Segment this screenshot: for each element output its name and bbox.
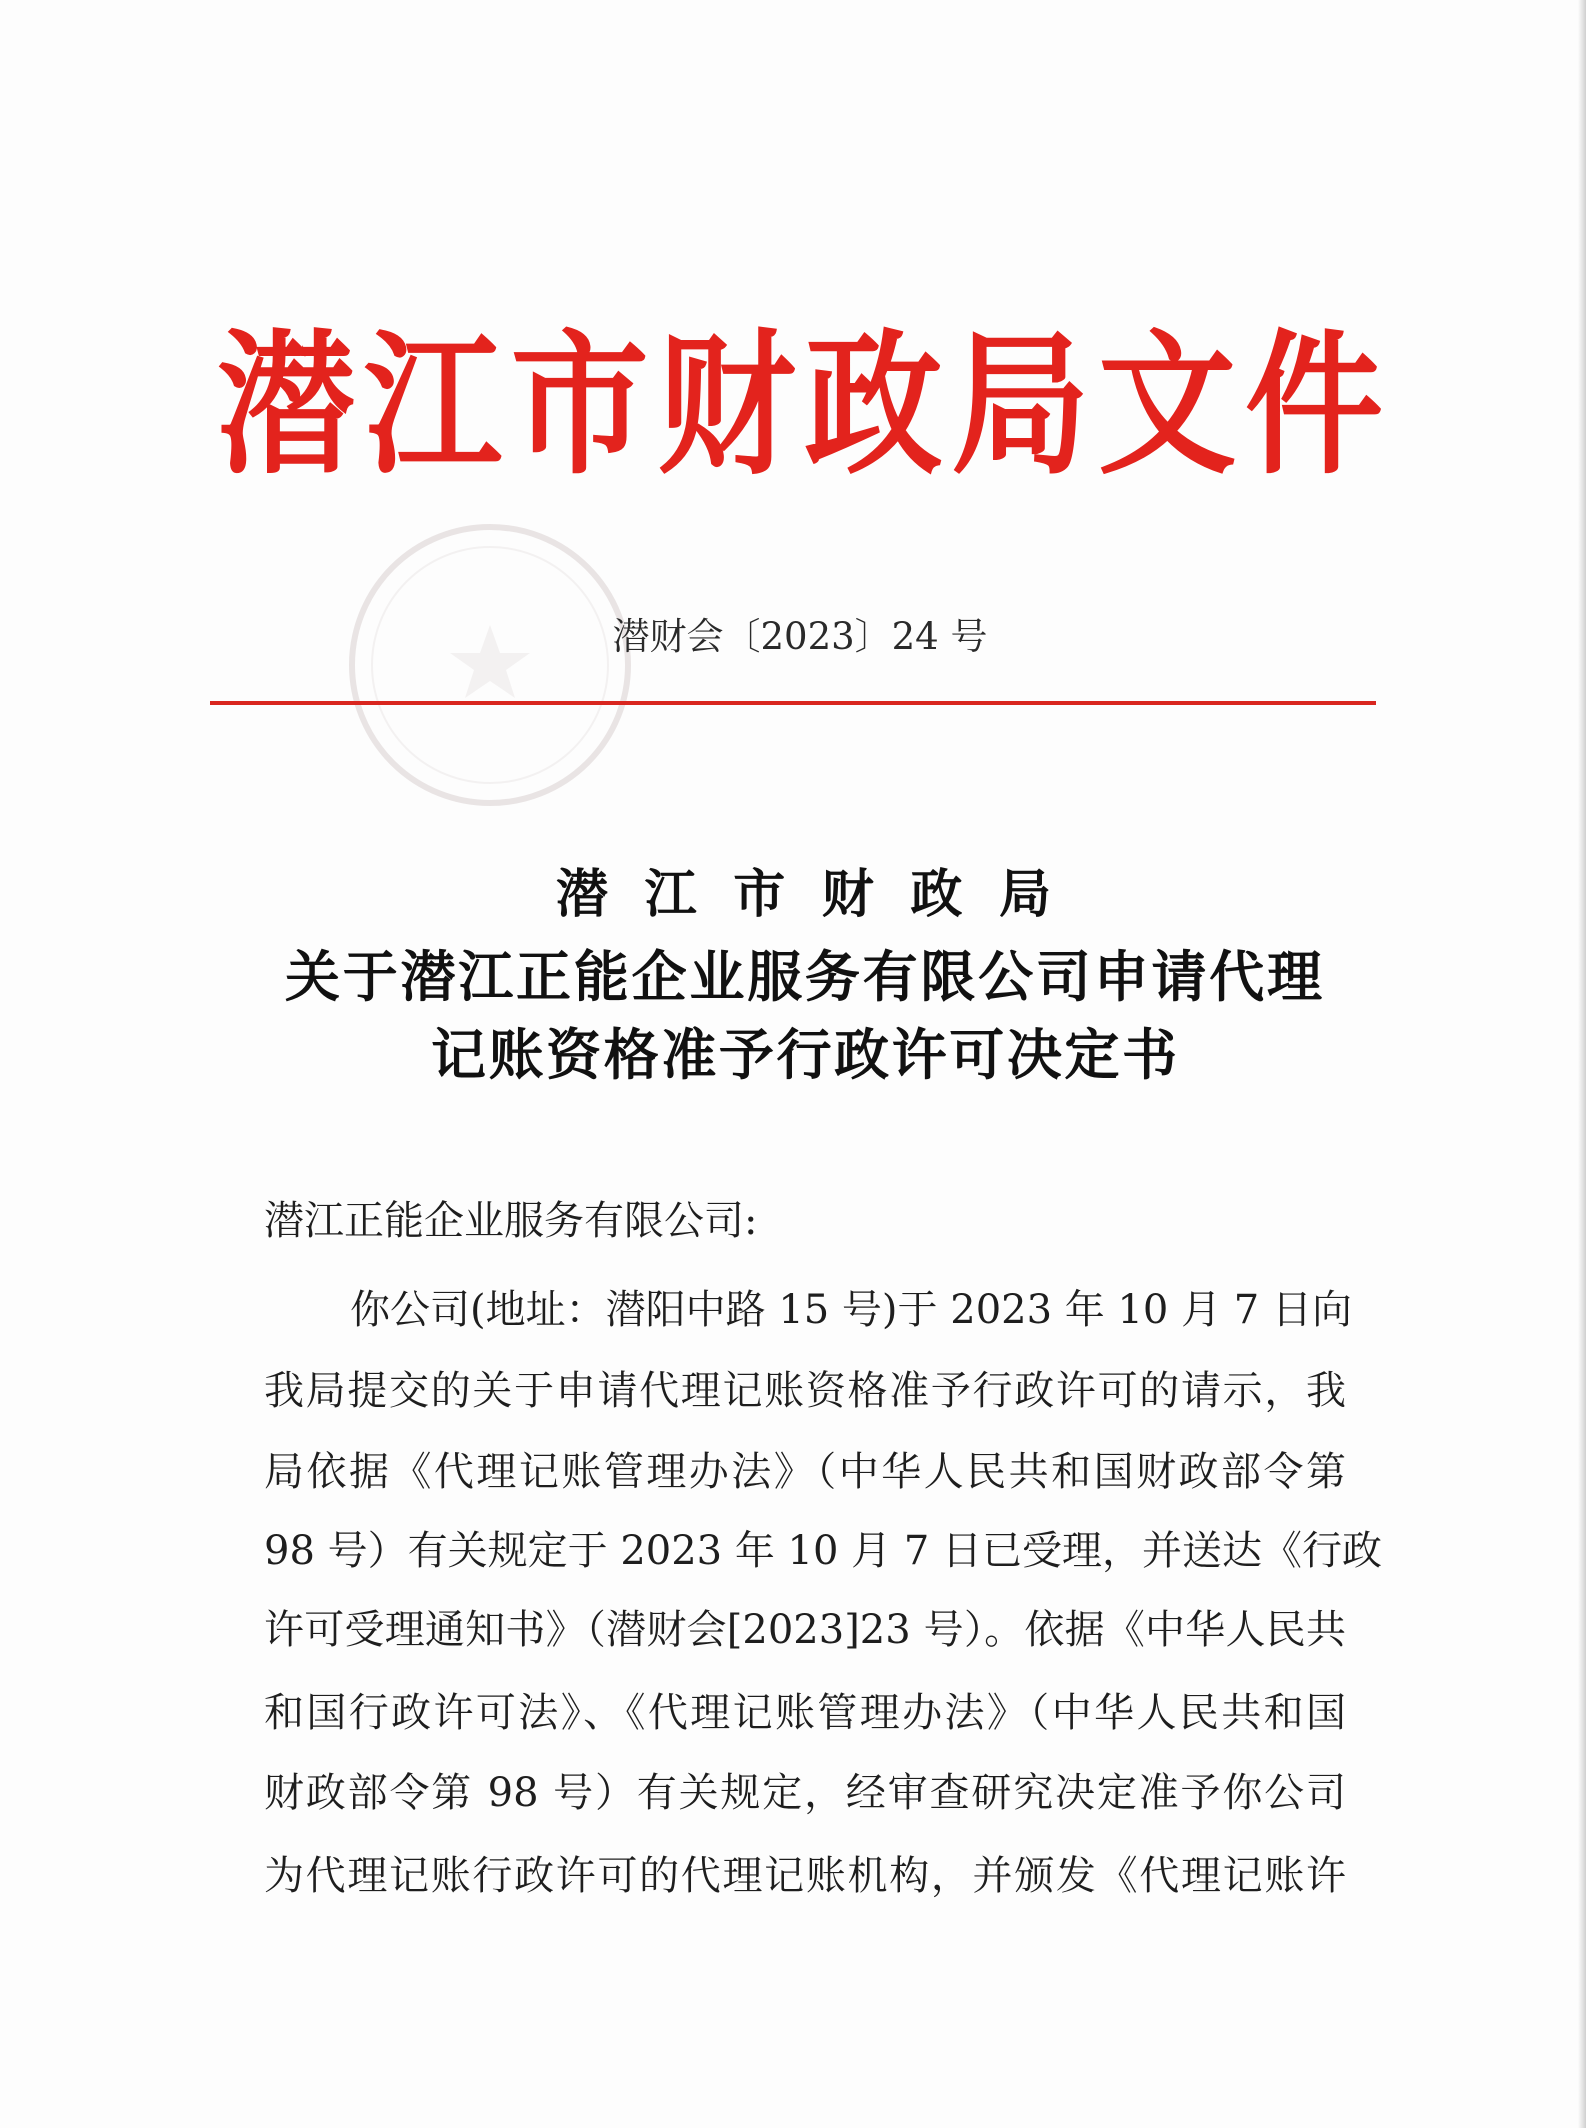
title-issuer: 潜 江 市 财 政 局 xyxy=(556,864,1051,925)
body-line-3: 局依据《代理记账管理办法》（中华人民共和国财政部令第 xyxy=(264,1449,1346,1495)
body-line-7: 财政部令第 98 号）有关规定，经审查研究决定准予你公司 xyxy=(264,1770,1346,1816)
red-separator-line xyxy=(210,701,1376,705)
faint-seal-impression xyxy=(340,515,640,815)
title-subject-line-1: 关于潜江正能企业服务有限公司申请代理 xyxy=(285,944,1322,1009)
body-line-5: 许可受理通知书》（潜财会[2023]23 号）。依据《中华人民共 xyxy=(264,1607,1346,1653)
body-line-2: 我局提交的关于申请代理记账资格准予行政许可的请示，我 xyxy=(264,1368,1346,1414)
body-line-8: 为代理记账行政许可的代理记账机构，并颁发《代理记账许 xyxy=(264,1853,1346,1899)
document-number: 潜财会〔2023〕24 号 xyxy=(612,615,988,658)
body-line-1: 你公司(地址：潜阳中路 15 号)于 2023 年 10 月 7 日向 xyxy=(350,1287,1352,1333)
title-subject-line-2: 记账资格准予行政许可决定书 xyxy=(431,1022,1177,1087)
red-header-title: 潜江市财政局文件 xyxy=(217,313,1383,496)
page-edge-shadow xyxy=(1578,0,1586,2128)
seal-star xyxy=(450,625,530,698)
salutation: 潜江正能企业服务有限公司: xyxy=(264,1198,758,1244)
body-line-4: 98 号）有关规定于 2023 年 10 月 7 日已受理，并送达《行政 xyxy=(264,1528,1383,1574)
body-line-6: 和国行政许可法》、《代理记账管理办法》（中华人民共和国 xyxy=(264,1690,1346,1736)
